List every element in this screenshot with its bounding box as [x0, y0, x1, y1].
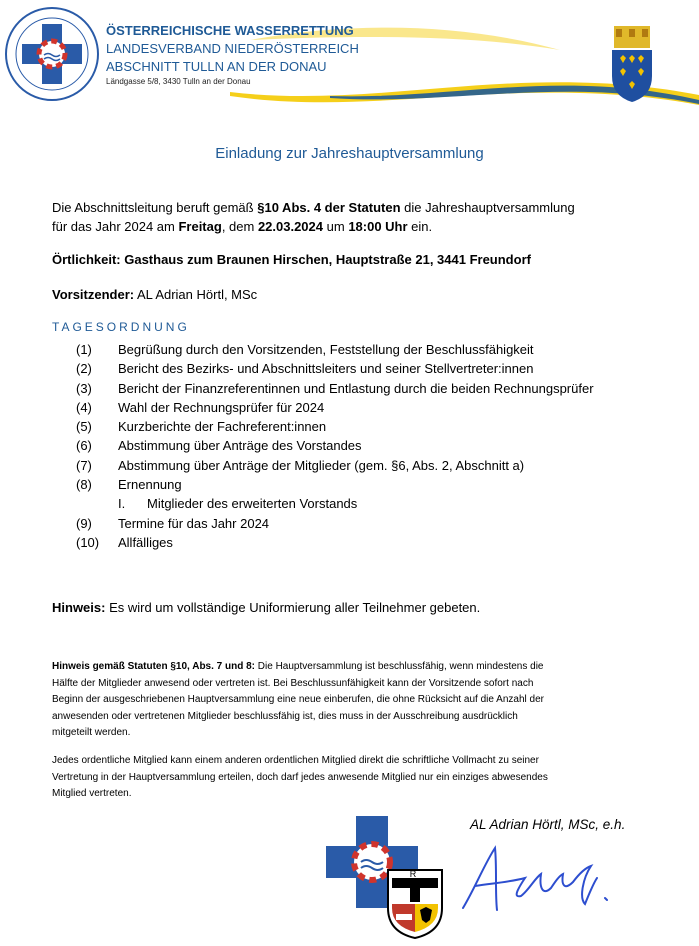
agenda-item-number: (10)	[76, 534, 100, 550]
uniform-hint	[52, 598, 662, 617]
agenda-subitem	[76, 494, 696, 513]
agenda-item	[76, 436, 696, 455]
intro-text: um	[323, 219, 349, 234]
agenda-item-number: (5)	[76, 419, 92, 435]
signature-line: AL Adrian Hörtl, MSc, e.h.	[470, 817, 626, 832]
agenda-item-number: (9)	[76, 515, 92, 531]
agenda-item-text: Abstimmung über Anträge des Vorstandes	[118, 438, 362, 454]
chair-line	[52, 285, 662, 304]
agenda-item-text: Kurzberichte der Fachreferent:innen	[118, 419, 327, 435]
date: 22.03.2024	[257, 219, 324, 234]
proxy-note	[52, 753, 662, 803]
agenda-item-number: (7)	[76, 457, 92, 473]
intro-text: die Jahreshauptversammlung	[400, 200, 575, 215]
intro-paragraph	[52, 198, 662, 236]
document-title: Einladung zur Jahreshauptversammlung	[215, 145, 484, 162]
address: Ländgasse 5/8, 3430 Tulln an der Donau	[106, 77, 251, 86]
agenda-item-number: I.	[118, 496, 126, 512]
agenda-item-number: (4)	[76, 399, 92, 415]
agenda-item-text: Bericht des Bezirks- und Abschnittsleiters und seiner Stellvertreter:innen	[118, 361, 534, 377]
proxy-note-line: Jedes ordentliche Mitglied kann einem anderen ordentlichen Mitglied direkt die schriftliche Vollmacht zu seiner	[52, 755, 539, 766]
intro-text: für das Jahr 2024 am	[52, 219, 179, 234]
statute-note-line: Hälfte der Mitglieder anwesend oder vertreten ist. Bei Beschlussunfähigkeit kann der Vorsitzende sofort nach	[52, 677, 534, 689]
intro-text: , dem	[221, 219, 258, 234]
svg-text:R: R	[409, 869, 417, 879]
agenda-item-number: (1)	[76, 342, 92, 357]
statute-note-line: Beginn der ausgeschriebenen Hauptversammlung eine neue einberufen, die ohne Rücksicht auf die Anzahl der	[52, 694, 544, 705]
coat-of-arms-icon	[608, 26, 656, 102]
agenda-item-text: Ernennung	[118, 477, 182, 493]
intro-text: Die Abschnittsleitung beruft gemäß	[52, 200, 258, 215]
statute-note-label: Hinweis gemäß Statuten §10, Abs. 7 und 8:	[52, 661, 256, 672]
agenda-item-text: Bericht der Finanzreferentinnen und Entlastung durch die beiden Rechnungsprüfer	[118, 380, 594, 396]
agenda-item	[76, 456, 696, 475]
chair-label: Vorsitzender:	[52, 287, 135, 302]
agenda-item-text: Termine für das Jahr 2024	[118, 515, 270, 531]
org-name: ÖSTERREICHISCHE WASSERRETTUNG	[106, 23, 354, 38]
agenda-item	[76, 514, 696, 533]
statute-note-line: Die Hauptversammlung ist beschlussfähig, wenn mindestens die	[255, 661, 544, 672]
agenda-item	[76, 340, 696, 359]
agenda-item-number: (6)	[76, 438, 92, 454]
location: Örtlichkeit: Gasthaus zum Braunen Hirschen, Hauptstraße 21, 3441 Freundorf	[52, 252, 531, 267]
agenda-item-text: Mitglieder des erweiterten Vorstands	[147, 496, 358, 512]
agenda-item	[76, 533, 696, 552]
agenda-item	[76, 475, 696, 494]
wasserrettung-logo	[4, 6, 100, 102]
statute-note-line: mitgeteilt werden.	[52, 727, 131, 738]
agenda-item-text: Abstimmung über Anträge der Mitglieder (gem. §6, Abs. 2, Abschnitt a)	[118, 457, 525, 473]
agenda-item-text: Allfälliges	[118, 534, 173, 550]
header-swoosh	[0, 0, 699, 120]
agenda-item-number: (8)	[76, 477, 92, 493]
agenda-heading: TAGESORDNUNG	[52, 320, 190, 334]
chair-name: AL Adrian Hörtl, MSc	[134, 287, 258, 302]
agenda-item-text: Wahl der Rechnungsprüfer für 2024	[118, 399, 325, 415]
agenda-item	[76, 379, 696, 398]
agenda-item-number: (2)	[76, 361, 92, 377]
section-name: ABSCHNITT TULLN AN DER DONAU	[106, 59, 327, 74]
agenda-item	[76, 417, 696, 436]
statute-note-line: anwesenden oder vertretenen Mitglieder beschlussfähig ist, dies muss in der Ausschreibung ausdrücklich	[52, 710, 518, 722]
agenda-item-text: Begrüßung durch den Vorsitzenden, Feststellung der Beschlussfähigkeit	[118, 342, 534, 357]
agenda-item	[76, 398, 696, 417]
proxy-note-line: Vertretung in der Hauptversammlung erteilen, doch darf jedes anwesende Mitglied nur ein einziges abwesendes	[52, 771, 548, 783]
hint-label: Hinweis:	[52, 600, 106, 615]
agenda-item	[76, 359, 696, 378]
intro-text: ein.	[407, 219, 433, 234]
state-association: LANDESVERBAND NIEDERÖSTERREICH	[106, 41, 359, 56]
handwritten-signature	[455, 838, 625, 918]
district-shield-icon	[386, 868, 444, 940]
statute-ref: §10 Abs. 4 der Statuten	[257, 200, 401, 215]
statute-note	[52, 659, 662, 742]
proxy-note-line: Mitglied vertreten.	[52, 788, 132, 799]
weekday: Freitag	[178, 219, 222, 234]
hint-text: Es wird um vollständige Uniformierung aller Teilnehmer gebeten.	[105, 600, 481, 615]
time: 18:00 Uhr	[348, 219, 408, 234]
agenda-list	[76, 340, 696, 552]
agenda-item-number: (3)	[76, 380, 92, 396]
